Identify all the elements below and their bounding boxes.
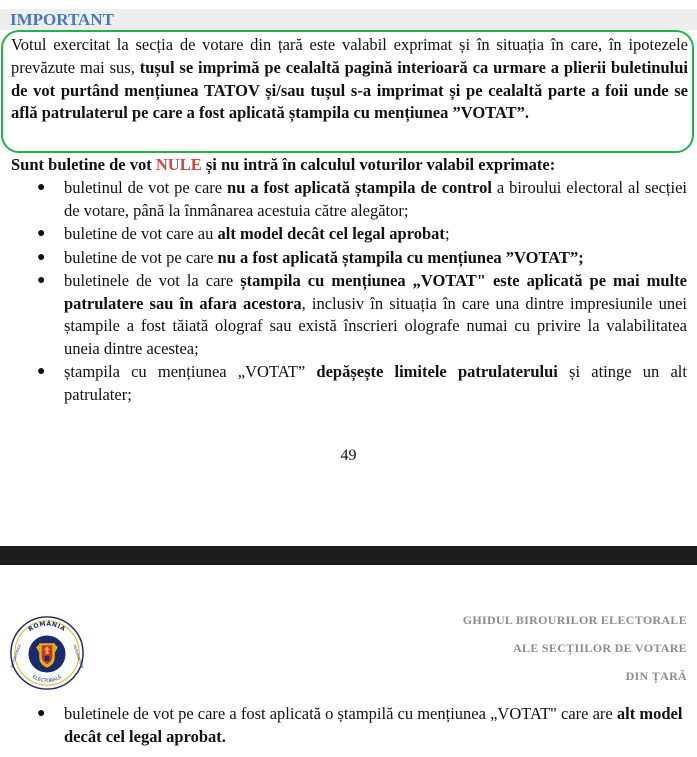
seal-left-text: AUTORITATEA: [9, 644, 22, 669]
item-text: , inclusiv în situația în care una dintre impresiunile unei ștampile a fost tăiată olograf sau există înscrieri olografe numai cu privire la valabilitatea uneia dintre acestea;: [64, 293, 687, 358]
item-bold: depășește limitele patrulaterului: [316, 362, 558, 381]
item-bold: nu a fost aplicată ștampila cu mențiunea ”VOTAT”;: [217, 247, 584, 267]
continued-bullet-list: [0, 703, 697, 748]
item-text: a biroului electoral al secției de votare, până la înmânarea acestuia către alegător;: [64, 178, 687, 220]
item-text: buletinul de vot pe care: [64, 178, 228, 197]
bullet-icon: ●: [37, 226, 46, 241]
item-text: și atinge un alt patrulater;: [64, 362, 687, 404]
bullet-icon: ●: [37, 273, 46, 288]
important-title: IMPORTANT: [10, 10, 114, 29]
item-bold: alt model decât cel legal aprobat.: [64, 704, 683, 746]
nule-heading-red-word: NULE: [155, 155, 202, 174]
item-bold: alt model decât cel legal aprobat: [217, 224, 445, 243]
nule-heading: [11, 154, 691, 176]
guide-header-line: GHIDUL BIROURILOR ELECTORALE: [462, 613, 687, 627]
guide-header-line: ALE SECȚIILOR DE VOTARE: [513, 641, 687, 655]
item-text: buletinele de vot pe care a fost aplicată o ștampilă cu mențiunea „VOTAT" care are: [64, 704, 617, 723]
seal-bottom-text: ELECTORALĂ: [31, 674, 63, 685]
bullet-icon: ●: [37, 249, 46, 265]
item-text: buletine de vot pe care: [64, 247, 218, 267]
item-bold: ștampila cu mențiunea „VOTAT" este aplicată pe mai multe patrulatere sau în afara acestora: [64, 271, 687, 313]
bullet-icon: ●: [37, 706, 46, 721]
item-text: ștampila cu mențiunea „VOTAT”: [64, 362, 317, 381]
item-text: ;: [444, 224, 450, 243]
highlight-box-text: [11, 34, 688, 125]
seal-top-text: ROMÂNIA: [27, 620, 67, 634]
electoral-authority-seal-icon: [8, 614, 86, 692]
list-item: [0, 361, 697, 406]
list-item: [0, 177, 697, 222]
nule-bullet-list: [0, 177, 697, 407]
bullet-icon: ●: [37, 364, 46, 379]
box-text-regular: Votul exercitat la secția de votare din țară este valabil exprimat și în situația în care, în ipotezele prevăzute mai sus,: [11, 35, 688, 77]
page-number: 49: [340, 447, 357, 464]
list-item: [0, 703, 697, 748]
item-bold: nu a fost aplicată ștampila de control: [227, 178, 492, 197]
item-text: buletine de vot care au: [64, 224, 218, 243]
item-text: buletinele de vot la care: [64, 271, 241, 290]
nule-heading-pre: Sunt buletine de vot: [11, 155, 156, 174]
seal-right-text: PERMANENTĂ: [72, 644, 85, 669]
guide-header-line: DIN ȚARĂ: [625, 669, 687, 683]
list-item: [0, 223, 697, 246]
list-item: [0, 247, 697, 270]
guide-header: [367, 612, 687, 696]
bullet-icon: ●: [37, 180, 46, 195]
page-separator: [0, 546, 697, 565]
nule-heading-post: și nu intră în calculul voturilor valabil exprimate:: [201, 155, 556, 174]
box-text-bold: tușul se imprimă pe cealaltă pagină interioară ca urmare a plierii buletinului de vot purtând mențiunea TATOV și/sau tușul s-a imprimat și pe cealaltă parte a foii unde se află patrulaterul pe care a fost aplicată ștampila cu mențiunea ”VOTAT”.: [11, 57, 688, 123]
list-item: [0, 270, 697, 360]
